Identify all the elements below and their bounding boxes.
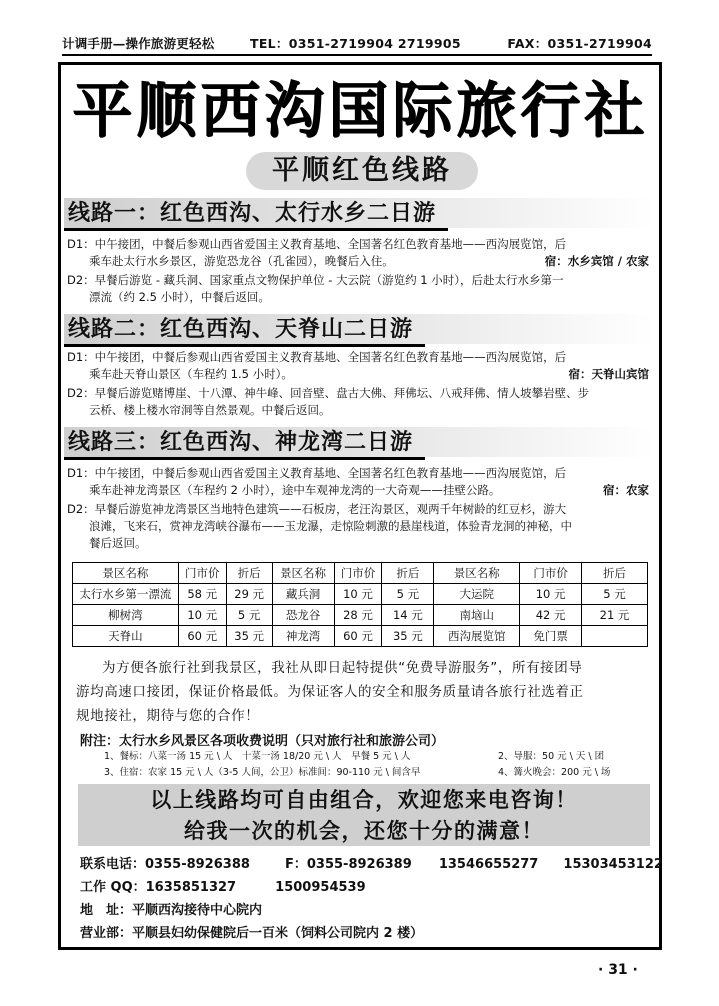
route-2-day-2 (67, 385, 651, 419)
table-cell: 南垴山 (434, 605, 520, 626)
header-slogan: 计调手册—操作旅游更轻松 (62, 36, 215, 51)
route-3-stay: 宿：农家 (603, 483, 649, 497)
notice-line-1: 为方便各旅行社到我景区，我社从即日起特提供“免费导游服务”，所有接团导 (102, 660, 583, 676)
route-3-d1-line2-wrap (67, 482, 651, 499)
route-1-day-1 (67, 236, 651, 270)
table-cell: 西沟展览馆 (434, 626, 520, 647)
fax-number: 0355-8926389 (306, 857, 412, 872)
table-header-cell: 门市价 (178, 563, 226, 584)
table-cell: 天脊山 (73, 626, 179, 647)
contact-address-row (80, 899, 262, 918)
fee-item-guide: 2、导服：50 元 \ 天 \ 团 (498, 751, 605, 762)
route-2-d1-line2: 乘车赴天脊山景区（车程约 1.5 小时）。 (89, 367, 293, 381)
table-cell: 藏兵洞 (272, 584, 334, 605)
qq-number-1: 1635851327 (145, 880, 237, 895)
fee-item-bonfire: 4、篝火晚会：200 元 \ 场 (498, 767, 611, 778)
route-3-d1-line2: 乘车赴神龙湾景区（车程约 2 小时），途中车观神龙湾的一大奇观——挂壁公路。 (89, 483, 501, 497)
slogan-line-1: 以上线路均可自由组合，欢迎您来电咨询！ (150, 787, 578, 812)
route-1-title: 线路一：红色西沟、太行水乡二日游 (64, 198, 448, 231)
table-cell: 免门票 (520, 626, 582, 647)
table-cell: 35 元 (382, 626, 434, 647)
address-text: 平顺西沟接待中心院内 (132, 903, 263, 918)
table-header-cell: 折后 (582, 563, 648, 584)
table-header-cell: 折后 (382, 563, 434, 584)
office-text: 平顺县妇幼保健院后一百米（饲料公司院内 2 楼） (132, 926, 424, 941)
table-cell: 太行水乡第一漂流 (73, 584, 179, 605)
route-3-d2-line2: 浪滩，飞来石，赏神龙湾峡谷瀑布——玉龙瀑，走惊险刺激的悬崖栈道，体验青龙洞的神秘，中 (89, 519, 572, 533)
table-cell: 柳树湾 (73, 605, 179, 626)
mobile-number-1: 13546655277 (438, 857, 539, 872)
contact-qq-row (80, 876, 366, 895)
qq-number-2: 1500954539 (275, 880, 366, 895)
notice-line-2: 游均高速口接团，保证价格最低。为保证客人的安全和服务质量请各旅行社选着正 (76, 684, 584, 700)
fax-label: F： (284, 857, 307, 872)
table-header-cell: 景区名称 (272, 563, 334, 584)
table-cell: 恐龙谷 (272, 605, 334, 626)
table-cell: 35 元 (226, 626, 272, 647)
notice-paragraph (76, 656, 650, 728)
route-3-d2-line1: D2：早餐后游览神龙湾景区当地特色建筑——石板房，老汪沟景区，观两千年树龄的红豆杉，游大 (67, 502, 567, 516)
table-header-cell: 门市价 (520, 563, 582, 584)
fee-item-lodging: 3、住宿：农家 15 元 \ 人（3-5 人间，公卫）标准间：90-110 元 \ 间含早 (104, 767, 421, 778)
fee-item-meals: 1、餐标：八菜一汤 15 元 \ 人 十菜一汤 18/20 元 \ 人 早餐 5 元 \ 人 (104, 751, 411, 762)
price-table-header-row (73, 563, 648, 584)
table-header-cell: 景区名称 (434, 563, 520, 584)
subtitle-text: 平顺红色线路 (272, 155, 452, 186)
table-cell: 10 元 (334, 584, 382, 605)
header-fax: FAX：0351-2719904 (507, 36, 652, 51)
table-header-cell: 景区名称 (73, 563, 179, 584)
route-1-d2-line1: D2：早餐后游览 - 藏兵洞、国家重点文物保护单位 - 大云院（游览约 1 小时），后赴太行水乡第一 (67, 273, 564, 287)
table-cell (582, 626, 648, 647)
route-2-title-bar (64, 314, 654, 344)
route-2-stay: 宿：天脊山宾馆 (568, 367, 649, 381)
header-phone: TEL：0351-2719904 2719905 (250, 36, 461, 51)
table-row (73, 605, 648, 626)
page-header (62, 36, 652, 56)
route-2-d2-line2: 云桥、楼上楼水帘洞等自然景观。中餐后返回。 (89, 403, 331, 417)
table-cell: 28 元 (334, 605, 382, 626)
page-number: · 31 · (598, 962, 638, 978)
notice-line-3: 规地接社，期待与您的合作！ (76, 708, 260, 724)
route-2-title: 线路二：红色西沟、天脊山二日游 (64, 314, 425, 347)
route-2-d1-line1: D1：中午接团，中餐后参观山西省爱国主义教育基地、全国著名红色教育基地——西沟展览馆，后 (67, 350, 567, 364)
slogan-line-2: 给我一次的机会，还您十分的满意！ (184, 818, 544, 843)
table-row (73, 584, 648, 605)
route-3-day-1 (67, 465, 651, 499)
route-3-title-bar (64, 427, 654, 457)
route-1-d2-line2: 漂流（约 2.5 小时），中餐后返回。 (89, 290, 270, 304)
subtitle-badge (246, 152, 478, 190)
table-cell: 10 元 (178, 605, 226, 626)
route-2-d1-line2-wrap (67, 366, 651, 383)
table-header-cell: 折后 (226, 563, 272, 584)
route-1-d1-line1: D1：中午接团，中餐后参观山西省爱国主义教育基地、全国著名红色教育基地——西沟展览馆，后 (67, 237, 567, 251)
table-cell: 大运院 (434, 584, 520, 605)
route-1-day-2 (67, 272, 651, 306)
table-cell: 60 元 (178, 626, 226, 647)
table-cell: 29 元 (226, 584, 272, 605)
table-cell: 5 元 (226, 605, 272, 626)
route-2-day-1 (67, 349, 651, 383)
qq-label: 工作 QQ： (80, 880, 146, 895)
route-3-d1-line1: D1：中午接团，中餐后参观山西省爱国主义教育基地、全国著名红色教育基地——西沟展览馆，后 (67, 466, 567, 480)
contact-phone-row (80, 853, 663, 872)
route-2-d2-line1: D2：早餐后游览赌博崖、十八潭、神牛峰、回音壁、盘古大佛、拜佛坛、八戒拜佛、情人坡攀岩壁、步 (67, 386, 590, 400)
company-name: 平顺西沟国际旅行社 (72, 76, 648, 146)
table-row (73, 626, 648, 647)
table-cell: 60 元 (334, 626, 382, 647)
table-cell: 5 元 (582, 584, 648, 605)
table-cell: 神龙湾 (272, 626, 334, 647)
table-cell: 42 元 (520, 605, 582, 626)
route-1-d1-line2: 乘车赴太行水乡景区，游览恐龙谷（孔雀园），晚餐后入住。 (89, 254, 394, 268)
attachment-title: 附注：太行水乡风景区各项收费说明（只对旅行社和旅游公司） (80, 734, 445, 749)
route-1-d1-line2-wrap (67, 253, 651, 270)
route-3-day-2 (67, 501, 651, 552)
table-cell: 5 元 (382, 584, 434, 605)
table-cell: 14 元 (382, 605, 434, 626)
mobile-number-2: 15303453122 (563, 857, 663, 872)
price-table (72, 562, 648, 647)
table-cell: 10 元 (520, 584, 582, 605)
table-header-cell: 门市价 (334, 563, 382, 584)
office-label: 营业部： (80, 926, 133, 941)
route-1-stay: 宿：水乡宾馆 / 农家 (544, 254, 649, 268)
route-1-title-bar (64, 198, 654, 228)
slogan-box (78, 784, 650, 846)
table-cell: 21 元 (582, 605, 648, 626)
table-cell: 58 元 (178, 584, 226, 605)
phone-number-1: 0355-8926388 (145, 857, 250, 872)
address-label: 地 址： (80, 903, 133, 918)
phone-label: 联系电话： (80, 857, 146, 872)
route-3-d2-line3: 餐后返回。 (89, 536, 147, 550)
contact-office-row (80, 922, 423, 941)
route-3-title: 线路三：红色西沟、神龙湾二日游 (64, 427, 425, 460)
